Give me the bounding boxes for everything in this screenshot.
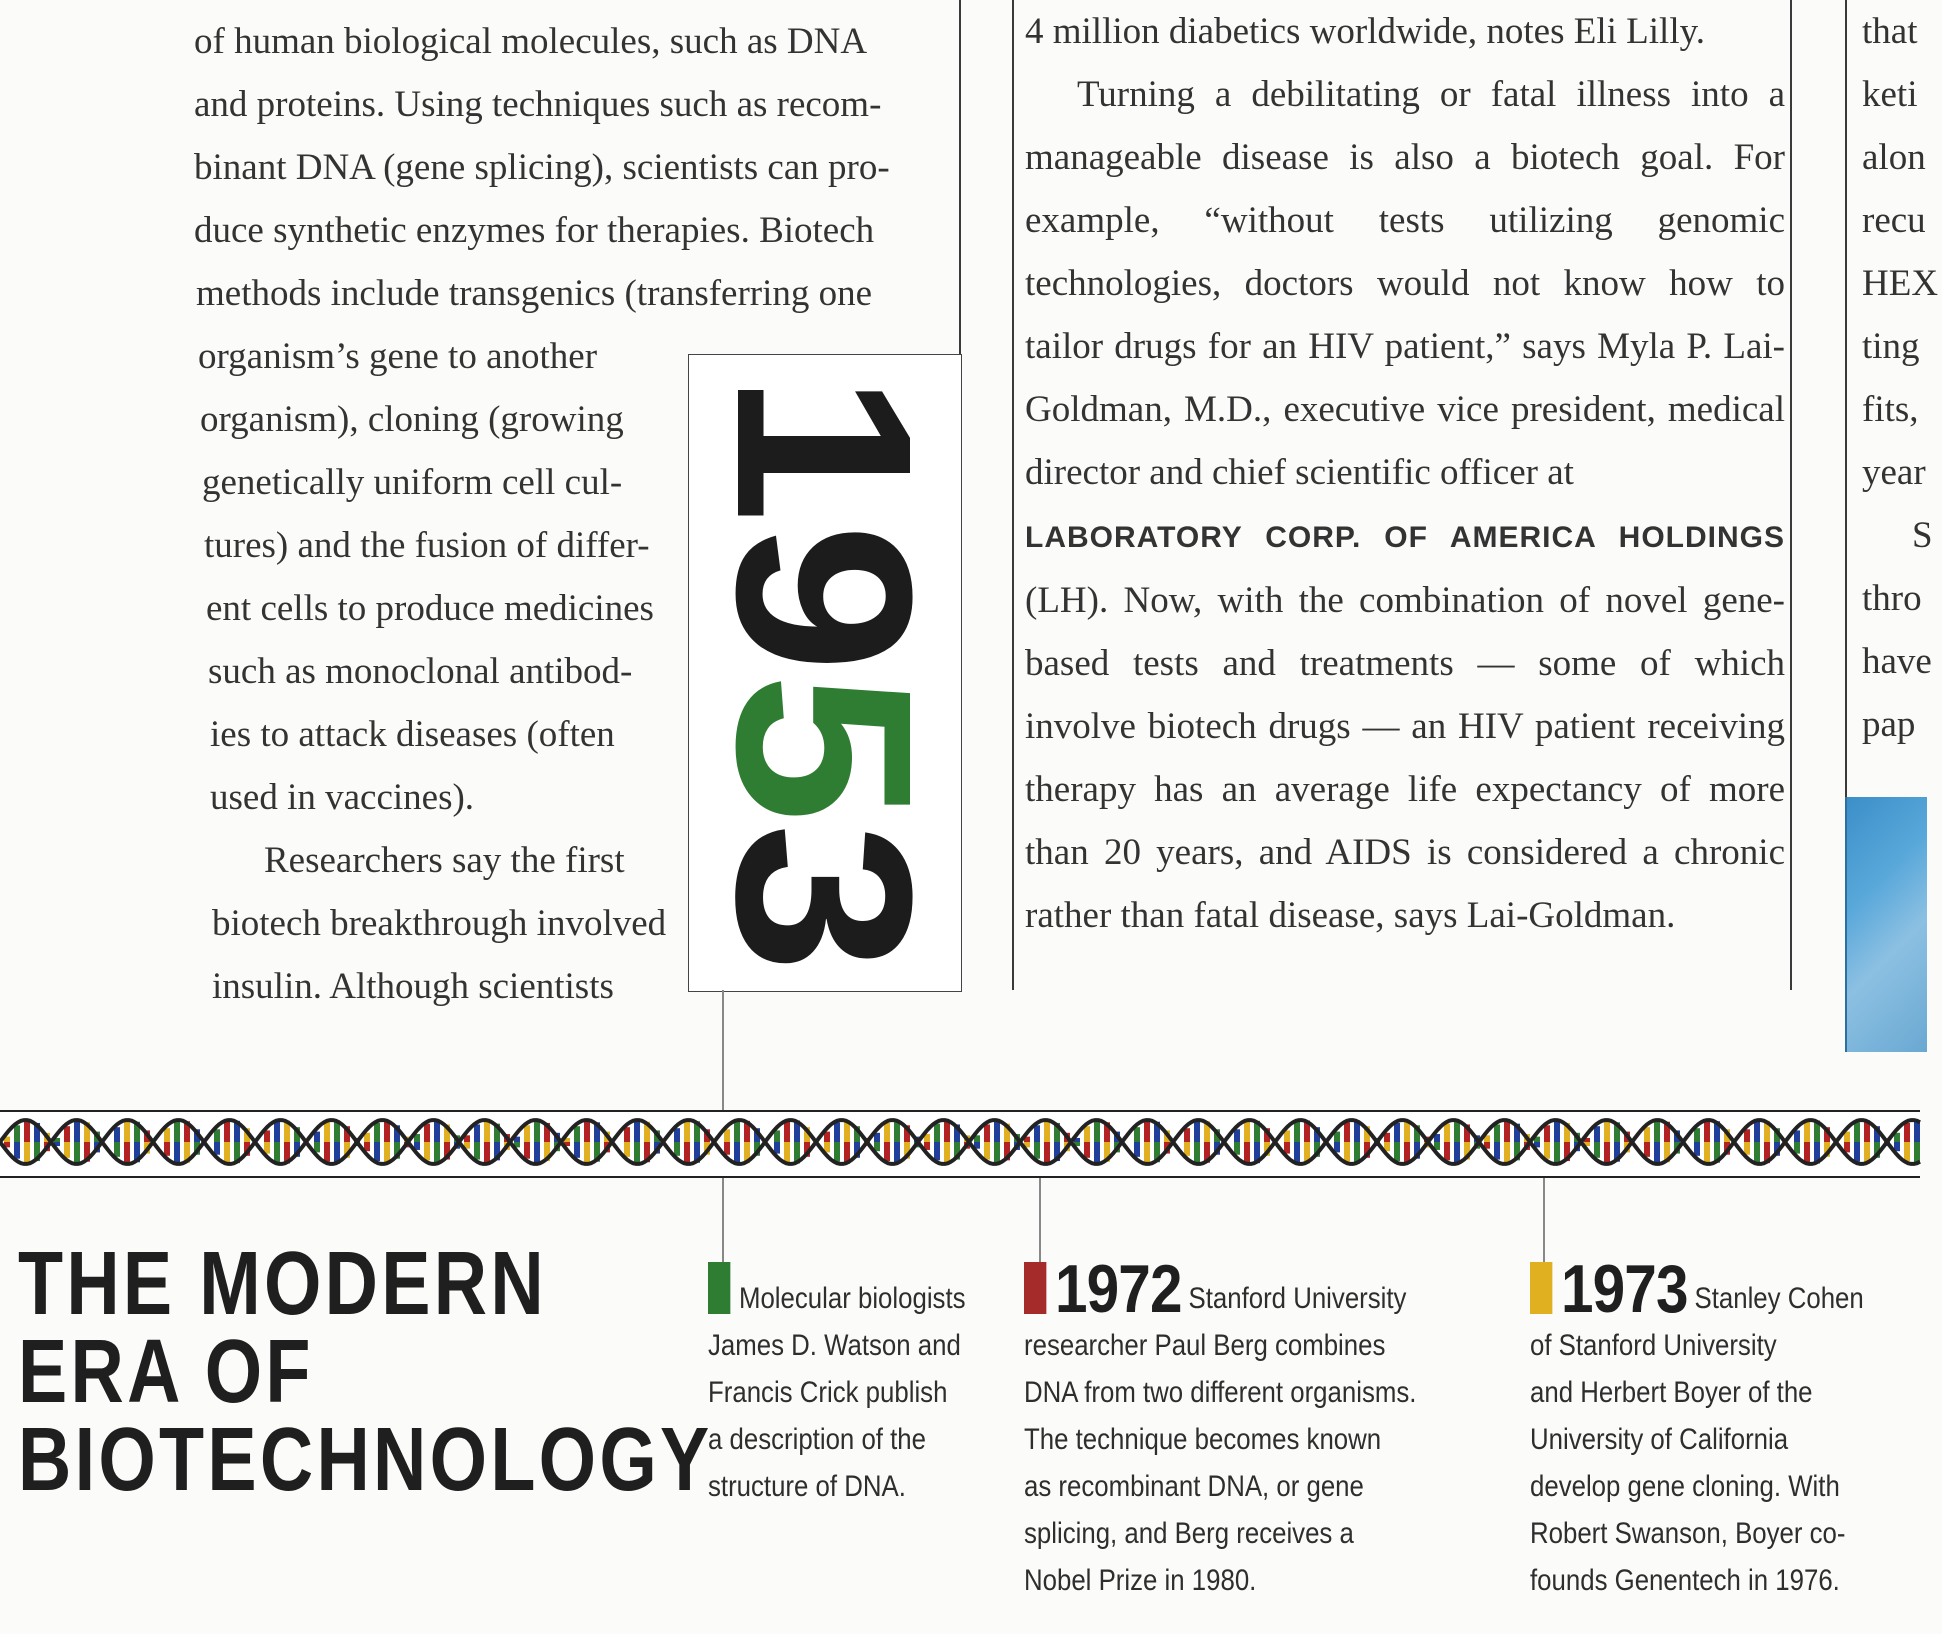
dna-rung bbox=[224, 1142, 230, 1163]
timeline-connector bbox=[722, 1174, 724, 1264]
column-rule bbox=[959, 0, 961, 354]
dna-rung bbox=[994, 1120, 1000, 1142]
dna-rung bbox=[984, 1142, 990, 1160]
entry-text: Molecular biologists bbox=[738, 1282, 966, 1315]
dna-rung bbox=[374, 1142, 380, 1161]
dna-rung bbox=[224, 1121, 230, 1142]
entry-text: Stanley Cohen bbox=[1694, 1282, 1864, 1315]
section-title-line: ERA OF bbox=[18, 1322, 314, 1422]
dna-rung bbox=[1754, 1142, 1760, 1163]
dna-rung bbox=[1604, 1120, 1610, 1142]
dna-rung bbox=[1394, 1142, 1400, 1161]
text-line: tures) and the fusion of differ- bbox=[204, 525, 650, 566]
entry-text: Francis Crick publish bbox=[708, 1376, 948, 1409]
dna-rung bbox=[114, 1142, 120, 1157]
dna-rung bbox=[1084, 1126, 1090, 1142]
entry-text: of Stanford University bbox=[1530, 1329, 1777, 1362]
column-rule bbox=[1790, 0, 1792, 990]
dna-rung bbox=[484, 1142, 490, 1164]
dna-rung bbox=[574, 1142, 580, 1158]
entry-text: as recombinant DNA, or gene bbox=[1024, 1470, 1364, 1503]
color-swatch bbox=[1530, 1262, 1552, 1314]
dna-rung bbox=[474, 1124, 480, 1142]
text-fragment: year bbox=[1862, 452, 1926, 493]
timeline-connector bbox=[1543, 1174, 1545, 1264]
dna-rung bbox=[1134, 1127, 1140, 1142]
dna-rung bbox=[1704, 1142, 1710, 1163]
text-fragment: have bbox=[1862, 641, 1932, 682]
year-digit: 1 bbox=[685, 373, 965, 513]
year-digit: 3 bbox=[685, 823, 965, 963]
dna-rung bbox=[684, 1142, 690, 1163]
dna-rung bbox=[64, 1142, 70, 1158]
dna-rung bbox=[934, 1124, 940, 1142]
dna-helix-icon bbox=[0, 1112, 1920, 1172]
timeline-entry-1973 bbox=[1530, 1251, 1864, 1604]
dna-rung bbox=[1754, 1121, 1760, 1142]
dna-rung bbox=[534, 1142, 540, 1164]
timeline-entry-1953 bbox=[708, 1262, 966, 1510]
dna-rung bbox=[324, 1142, 330, 1162]
entry-text: The technique becomes known bbox=[1024, 1423, 1382, 1456]
dna-rung bbox=[634, 1142, 640, 1163]
dna-rung bbox=[1044, 1120, 1050, 1142]
dna-rung bbox=[1594, 1126, 1600, 1142]
dna-rung bbox=[834, 1122, 840, 1142]
entry-text: develop gene cloning. With bbox=[1530, 1470, 1840, 1503]
middle-article-column bbox=[1025, 0, 1785, 947]
dna-rung bbox=[1604, 1142, 1610, 1164]
microscope-photo bbox=[1845, 797, 1927, 1052]
dna-rung bbox=[984, 1124, 990, 1142]
text-line: insulin. Although scientists bbox=[212, 966, 614, 1007]
dna-rung bbox=[484, 1120, 490, 1142]
dna-rung bbox=[1094, 1120, 1100, 1142]
dna-rung bbox=[1654, 1121, 1660, 1142]
paragraph bbox=[1025, 63, 1785, 947]
entry-text: Nobel Prize in 1980. bbox=[1024, 1564, 1257, 1597]
dna-rung bbox=[1444, 1124, 1450, 1142]
text-fragment: that bbox=[1862, 11, 1918, 52]
year-digit-accent: 5 bbox=[685, 673, 965, 813]
dna-rung bbox=[1094, 1142, 1100, 1164]
dna-rung bbox=[14, 1125, 20, 1142]
text-fragment: recu bbox=[1862, 200, 1926, 241]
dna-rung bbox=[1194, 1142, 1200, 1163]
text-fragment: S bbox=[1912, 515, 1933, 556]
dna-rung bbox=[584, 1120, 590, 1142]
year-digits bbox=[686, 373, 965, 973]
dna-rung bbox=[1494, 1124, 1500, 1142]
entry-text: Stanford University bbox=[1188, 1282, 1407, 1315]
dna-rung bbox=[524, 1125, 530, 1142]
timeline-connector bbox=[1039, 1174, 1041, 1264]
dna-rung bbox=[1594, 1142, 1600, 1158]
dna-rung bbox=[1394, 1123, 1400, 1142]
entry-text: splicing, and Berg receives a bbox=[1024, 1517, 1354, 1550]
text-line: such as monoclonal antibod- bbox=[208, 651, 633, 692]
dna-rung bbox=[1644, 1127, 1650, 1142]
dna-rung bbox=[1654, 1142, 1660, 1163]
dna-rung bbox=[1554, 1142, 1560, 1164]
year-digit: 9 bbox=[685, 523, 965, 663]
dna-rung bbox=[1294, 1122, 1300, 1142]
right-article-column-fragment bbox=[1862, 0, 1942, 756]
company-name: LABORATORY CORP. OF AMERICA HOLDINGS bbox=[1025, 521, 1785, 554]
dna-rung bbox=[1804, 1122, 1810, 1142]
dna-rung bbox=[174, 1142, 180, 1163]
text-line: duce synthetic enzymes for therapies. Biotech bbox=[194, 210, 875, 251]
dna-rung bbox=[1044, 1142, 1050, 1164]
dna-rung bbox=[114, 1127, 120, 1142]
dna-rung bbox=[124, 1121, 130, 1142]
dna-rung bbox=[1244, 1121, 1250, 1142]
entry-year: 1973 bbox=[1560, 1251, 1688, 1327]
dna-rung bbox=[1344, 1122, 1350, 1142]
timeline-connector bbox=[722, 990, 724, 1110]
text-line: binant DNA (gene splicing), scientists can pro- bbox=[194, 147, 890, 188]
dna-rung bbox=[994, 1142, 1000, 1164]
paragraph-text: Turning a debilitating or fatal illness into a manageable disease is also a biotech goal. For example, “without tests utilizing genomic technologies, doctors would not know how to tailor drugs for an HIV patient,” says Myla P. Lai-Goldman, M.D., executive vice president, medical director and chief scientific officer at bbox=[1025, 74, 1785, 493]
dna-rung bbox=[934, 1142, 940, 1160]
dna-rung bbox=[64, 1126, 70, 1142]
entry-text: founds Genentech in 1976. bbox=[1530, 1564, 1840, 1597]
dna-rung bbox=[1854, 1122, 1860, 1142]
dna-rung bbox=[274, 1122, 280, 1142]
dna-rung bbox=[524, 1142, 530, 1159]
dna-rung bbox=[574, 1126, 580, 1142]
entry-text: Robert Swanson, Boyer co- bbox=[1530, 1517, 1846, 1550]
dna-rung bbox=[884, 1142, 890, 1161]
dna-rung bbox=[1904, 1142, 1910, 1161]
dna-rung bbox=[1504, 1120, 1510, 1142]
text-fragment: fits, bbox=[1862, 389, 1919, 430]
dna-rung bbox=[1084, 1142, 1090, 1158]
dna-rung bbox=[1344, 1142, 1350, 1162]
text-line: biotech breakthrough involved bbox=[212, 903, 667, 944]
section-title-line: THE MODERN bbox=[18, 1234, 547, 1334]
color-swatch bbox=[708, 1262, 730, 1314]
text-fragment: keti bbox=[1862, 74, 1918, 115]
dna-rung bbox=[734, 1142, 740, 1163]
text-line: ies to attack diseases (often bbox=[210, 714, 615, 755]
entry-text: structure of DNA. bbox=[708, 1470, 906, 1503]
text-fragment: thro bbox=[1862, 578, 1922, 619]
text-line: used in vaccines). bbox=[210, 777, 475, 818]
text-fragment: alon bbox=[1862, 137, 1926, 178]
dna-rung bbox=[1544, 1125, 1550, 1142]
dna-helix-band bbox=[0, 1110, 1920, 1178]
dna-rung bbox=[1144, 1121, 1150, 1142]
dna-rung bbox=[534, 1120, 540, 1142]
dna-rung bbox=[1704, 1121, 1710, 1142]
dna-rung bbox=[24, 1120, 30, 1142]
column-rule bbox=[1845, 0, 1847, 797]
entry-text: and Herbert Boyer of the bbox=[1530, 1376, 1813, 1409]
column-rule bbox=[1012, 0, 1014, 990]
dna-rung bbox=[884, 1123, 890, 1142]
text-line: organism), cloning (growing bbox=[200, 399, 624, 440]
dna-rung bbox=[634, 1121, 640, 1142]
dna-rung bbox=[324, 1122, 330, 1142]
dna-rung bbox=[1294, 1142, 1300, 1162]
entry-text: researcher Paul Berg combines bbox=[1024, 1329, 1386, 1362]
dna-rung bbox=[734, 1121, 740, 1142]
dna-rung bbox=[1034, 1125, 1040, 1142]
dna-rung bbox=[1554, 1120, 1560, 1142]
entry-text: James D. Watson and bbox=[708, 1329, 961, 1362]
dna-rung bbox=[424, 1124, 430, 1142]
dna-rung bbox=[174, 1121, 180, 1142]
dna-rung bbox=[14, 1142, 20, 1159]
timeline-entry-1972 bbox=[1024, 1251, 1417, 1604]
text-line: Researchers say the first bbox=[264, 840, 625, 881]
entry-text: University of California bbox=[1530, 1423, 1789, 1456]
dna-rung bbox=[164, 1128, 170, 1142]
dna-rung bbox=[784, 1142, 790, 1162]
dna-rung bbox=[74, 1142, 80, 1164]
dna-rung bbox=[624, 1127, 630, 1142]
dna-rung bbox=[1694, 1142, 1700, 1156]
entry-year: 1972 bbox=[1054, 1251, 1182, 1327]
text-line: ent cells to produce medicines bbox=[206, 588, 654, 629]
dna-rung bbox=[1184, 1142, 1190, 1156]
dna-rung bbox=[164, 1142, 170, 1156]
entry-text: DNA from two different organisms. bbox=[1024, 1376, 1417, 1409]
dna-rung bbox=[674, 1142, 680, 1156]
dna-rung bbox=[1544, 1142, 1550, 1159]
paragraph-text: (LH). Now, with the combination of novel gene-based tests and treatments — some of which involve biotech drugs — an HIV patient receiving therapy has an average life expectancy of more than 20 years, and AIDS is considered a chronic rather than fatal disease, says Lai-Goldman. bbox=[1025, 580, 1785, 936]
dna-rung bbox=[1194, 1121, 1200, 1142]
text-line: and proteins. Using techniques such as recom- bbox=[194, 84, 882, 125]
dna-rung bbox=[584, 1142, 590, 1164]
text-line: organism’s gene to another bbox=[198, 336, 598, 377]
text-line: genetically uniform cell cul- bbox=[202, 462, 623, 503]
dna-rung bbox=[1644, 1142, 1650, 1157]
dna-rung bbox=[684, 1121, 690, 1142]
text-line: of human biological molecules, such as DNA bbox=[194, 21, 868, 62]
text-fragment: pap bbox=[1862, 704, 1916, 745]
dna-rung bbox=[1904, 1123, 1910, 1142]
entry-text: a description of the bbox=[708, 1423, 927, 1456]
dna-rung bbox=[1144, 1142, 1150, 1163]
dna-rung bbox=[1184, 1128, 1190, 1142]
dna-rung bbox=[1504, 1142, 1510, 1164]
dna-rung bbox=[24, 1142, 30, 1164]
dna-rung bbox=[1034, 1142, 1040, 1159]
text-fragment: ting bbox=[1862, 326, 1920, 367]
dna-rung bbox=[1804, 1142, 1810, 1162]
dna-rung bbox=[1134, 1142, 1140, 1157]
text-line: 4 million diabetics worldwide, notes Eli Lilly. bbox=[1025, 11, 1705, 52]
dna-rung bbox=[424, 1142, 430, 1160]
dna-rung bbox=[1444, 1142, 1450, 1160]
dna-rung bbox=[274, 1142, 280, 1162]
dna-rung bbox=[674, 1128, 680, 1142]
color-swatch bbox=[1024, 1262, 1046, 1314]
dna-rung bbox=[124, 1142, 130, 1163]
dna-rung bbox=[1244, 1142, 1250, 1163]
dna-rung bbox=[1854, 1142, 1860, 1162]
section-title-line: BIOTECHNOLOGY bbox=[18, 1410, 713, 1510]
dna-rung bbox=[834, 1142, 840, 1162]
dna-rung bbox=[1694, 1128, 1700, 1142]
text-line: methods include transgenics (transferring one bbox=[196, 273, 873, 314]
dna-rung bbox=[74, 1120, 80, 1142]
text-fragment: HEX bbox=[1862, 263, 1939, 304]
dna-rung bbox=[624, 1142, 630, 1157]
dna-rung bbox=[1494, 1142, 1500, 1160]
dna-rung bbox=[784, 1122, 790, 1142]
dna-rung bbox=[374, 1123, 380, 1142]
year-1953-callout bbox=[685, 354, 965, 992]
dna-rung bbox=[474, 1142, 480, 1160]
section-title bbox=[18, 1234, 713, 1510]
